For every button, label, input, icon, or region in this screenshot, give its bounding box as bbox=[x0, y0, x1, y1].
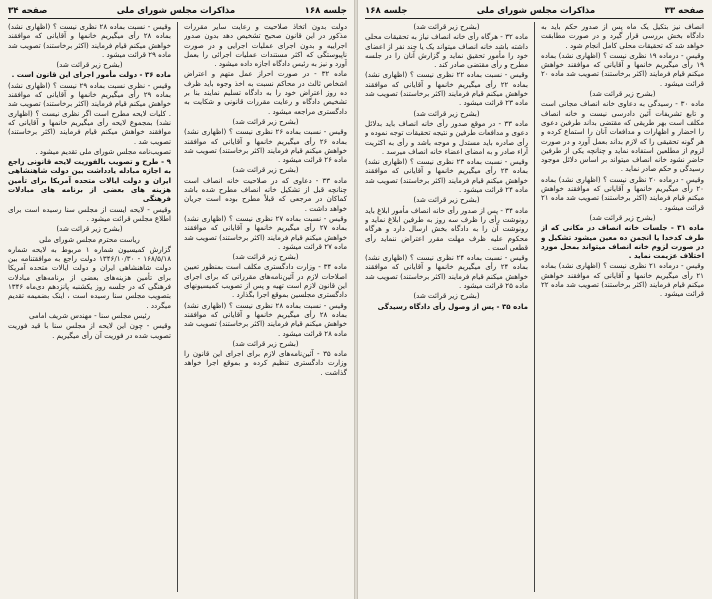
paragraph: وقیس - چون این لایحه از مجلس سنا با قید فوریت تصویب شده در فوریت آن رأی میگیریم . bbox=[8, 321, 171, 340]
paragraph: ماده ۳۲ - هرگاه رأی خانه انصاف نیاز به تحقیقات محلی داشته باشد خانه انصاف میتواند یک یا چند نفر از اعضای خود را مأمور تحقیق نماید و گزارش آنان را در جلسه مطرح و رأی مقتضی صادر کند . bbox=[365, 32, 528, 70]
column-divider bbox=[534, 22, 535, 592]
right-page-header bbox=[365, 6, 704, 19]
reading-note: (بشرح زیر قرائت شد) bbox=[589, 212, 656, 222]
article-heading: ۹ - طرح و تصویب بالفوریت لایحه قانونی راجع به اجازه مبادله یادداشت بین دولت شاهنشاهی ایران و دولت ایالات متحده آمریکا برای تأمین هزینه های بعضی از برنامه های مبادلات فرهنگی bbox=[8, 157, 171, 204]
reading-note: (بشرح زیر قرائت شد) bbox=[589, 89, 656, 99]
paragraph: گزارش کمیسیون شماره ۱ مربوط به لایحه شماره ۱۶۸/۵/۱۸ - ۱۳۴۶/۱۰/۳۰ دولت راجع به موافقتنامه بین دولت شاهنشاهی ایران و دولت ایالات متحده آمریکا برای تأمین هزینه‌های بعضی از برنامه‌های مبادلات فرهنگی که در جلسه روز یکشنبه پانزدهم دی‌ماه ۱۳۴۶ بتصویب مجلس سنا رسیده است ، اینک بضمیمه تقدیم میگردد . bbox=[8, 244, 171, 310]
reading-note: (بشرح زیر قرائت شد) bbox=[413, 291, 480, 301]
paragraph: وقیس - درماده ۱۹ نظری نیست ؟ (اظهاری نشد) بماده ۱۹ رأی میگیریم خانمها و آقایانی که موافقند خواهش میکنم قیام فرمایند (اکثر برخاستند) تصویب شد ماده ۲۰ قرائت میشود . bbox=[541, 50, 704, 88]
article-heading: ماده ۳۶ - دولت مأمور اجرای این قانون است . bbox=[11, 70, 171, 80]
reading-note: (بشرح زیر قرائت شد) bbox=[232, 338, 299, 348]
paragraph: وقیس - درماده ۲۱ نظری نیست ؟ (اظهاری نشد) بماده ۲۱ رأی میگیریم خانمها و آقایانی که موافقند خواهش میکنم قیام فرمایند (اکثر برخاستند) تصویب شد ماده ۲۲ قرائت میشود . bbox=[541, 261, 704, 299]
paragraph: ماده ۳۴ - پس از صدور رأی خانه انصاف مأمور ابلاغ باید رونوشت رأی را ظرف سه روز به طرفین ابلاغ نماید و رونوشت آن را به دادگاه بخش ارسال دارد و هرگاه محکوم علیه ظرف مهلت مقرر اعتراض ننماید رأی قطعی است . bbox=[365, 205, 528, 252]
right-header-title: مذاکرات مجلس شورای ملی bbox=[476, 6, 596, 16]
reading-note: (بشرح زیر قرائت شد) bbox=[232, 165, 299, 175]
left-page-number: صفحه ۳۴ bbox=[8, 6, 48, 16]
paragraph: وقیس - نسبت بماده ۲۴ نظری نیست ؟ (اظهاری نشد) بماده ۲۴ رأی میگیریم خانمها و آقایانی که موافقند خواهش میکنم قیام فرمایند (اکثر برخاستند) تصویب شد ماده ۲۵ قرائت میشود . bbox=[365, 253, 528, 291]
paragraph: ماده ۳۲ - در صورت احراز عمل متهم و اعتراض اشخاص ثالث در محاکم نسبت به اخذ وجوه باید ظرف ده روز اعتراض خود را به دادگاه تسلیم نمایند بنا بر تشخیص دادگاه و رعایت مقررات قانونی و شکایت به دادگستری مراجعه میشود . bbox=[184, 69, 347, 116]
right-page-right-column bbox=[541, 22, 704, 592]
book-gutter bbox=[354, 0, 358, 599]
paragraph: وقیس - نسبت بماده ۲۸ نظری نیست ؟ (اظهاری نشد) بماده ۲۸ رأی میگیریم خانمها و آقایانی که موافقند خواهش میکنم قیام فرمایند (اکثر برخاستند) تصویب شد ماده ۲۹ قرائت میشود . bbox=[8, 22, 171, 59]
paragraph: وقیس - نسبت بماده ۲۲ نظری نیست ؟ (اظهاری نشد) بماده ۲۲ رأی میگیریم خانمها و آقایانی که موافقند خواهش میکنم قیام فرمایند (اکثر برخاستند) تصویب شد ماده ۲۳ قرائت میشود . bbox=[365, 70, 528, 108]
left-page-left-column bbox=[8, 22, 171, 592]
article-heading: ماده ۳۱ - جلسات خانه انصاف در مکانی که از طرف کدخدا یا انجمن ده معین میشود تشکیل و در صورت لزوم خانه انصاف میتواند بمحل مورد اختلاف عزیمت نماید . bbox=[541, 223, 704, 261]
paragraph: تصویب‌نامه مجلس شورای ملی تقدیم میشود . bbox=[35, 146, 171, 156]
paragraph: وقیس - درماده ۲۰ نظری نیست ؟ (اظهاری نشد) بماده ۲۰ رأی میگیریم خانمها و آقایانی که موافقند خواهش میکنم قیام فرمایند (اکثر برخاستند) تصویب شد ماده ۲۱ قرائت میشود . bbox=[541, 174, 704, 212]
paragraph: وقیس - لایحه ایست از مجلس سنا رسیده است برای اطلاع مجلس قرائت میشود . bbox=[8, 204, 171, 223]
right-page-left-column bbox=[365, 22, 528, 592]
left-page-columns bbox=[8, 22, 347, 592]
paragraph: وقیس - نسبت بماده ۲۳ نظری نیست ؟ (اظهاری نشد) بماده ۲۳ رأی میگیریم خانمها و آقایانی که موافقند خواهش میکنم قیام فرمایند (اکثر برخاستند) تصویب شد ماده ۲۴ قرائت میشود . bbox=[365, 157, 528, 195]
left-header-title: مذاکرات مجلس شورای ملی bbox=[116, 6, 236, 16]
left-page-header bbox=[8, 6, 347, 19]
column-divider bbox=[177, 22, 178, 592]
reading-note: (بشرح زیر قرائت شد) bbox=[413, 195, 480, 205]
reading-note: رئیس مجلس سنا - مهندس شریف امامی bbox=[28, 310, 151, 320]
paragraph: ماده ۳۴ - وزارت دادگستری مکلف است بمنظور تعیین اصلاحات لازم در آئین‌نامه‌های مقرراتی که برای اجرای این قانون لازم است تهیه و پس از تصویب کمیسیونهای دادگستری مجلسین بموقع اجرا بگذارد . bbox=[184, 262, 347, 300]
right-session-label: جلسه ۱۶۸ bbox=[365, 6, 408, 16]
paragraph: وقیس - نسبت بماده ۲۸ نظری نیست ؟ (اظهاری نشد) بماده ۲۸ رأی میگیریم خانمها و آقایانی که موافقند خواهش میکنم قیام فرمایند (اکثر برخاستند) تصویب شد ماده ۲۸ قرائت میشود . bbox=[184, 300, 347, 338]
reading-note: (بشرح زیر قرائت شد) bbox=[232, 116, 299, 126]
reading-note: (بشرح زیر قرائت شد) bbox=[56, 224, 123, 234]
left-page-right-column bbox=[184, 22, 347, 592]
paragraph: دولت بدون اتخاذ صلاحیت و رعایت سایر مقررات مذکور در این قانون صحیح تشخیص دهد بدون صدور اجراییه و بدون اجرای عملیات اجرایی و در صورت ناپیوستگی که اکثر مستندات عملیات اجرائی را بعمل آورد و نیز به رئیس دادگاه اجازه داده میشود . bbox=[184, 22, 347, 69]
paragraph: وقیس - نسبت بماده ۲۷ نظری نیست ؟ (اظهاری نشد) بماده ۲۷ رأی میگیریم خانمها و آقایانی که موافقند خواهش میکنم قیام فرمایند (اکثر برخاستند) تصویب شد ماده ۲۷ قرائت میشود . bbox=[184, 213, 347, 251]
article-heading: ماده ۳۵ - پس از وصول رأی دادگاه رسیدگی bbox=[377, 301, 528, 311]
reading-note: (بشرح زیر قرائت شد) bbox=[56, 60, 123, 70]
paragraph: ماده ۳۵ - آئین‌نامه‌های لازم برای اجرای این قانون را وزارت دادگستری تنظیم کرده و بموقع اجرا خواهد گذاشت . bbox=[184, 349, 347, 377]
paragraph: وقیس - نظری نسبت بماده ۲۹ نیست ؟ (اظهاری نشد) بماده ۲۹ رأی میگیریم خانمها و آقایانی که موافقند خواهش میکنم قیام فرمایند (اکثر برخاستند) تصویب شد . کلیات لایحه مطرح است اگر نظری نیست ؟ (اظهاری نشد) بمجموع لایحه رأی میگیریم خانمها و آقایانی که موافقند خواهش میکنم قیام فرمایند (اکثر برخاستند) تصویب شد . bbox=[8, 80, 171, 146]
paragraph: وقیس - نسبت بماده ۲۶ نظری نیست ؟ (اظهاری نشد) بماده ۲۶ رأی میگیریم خانمها و آقایانی که موافقند خواهش میکنم قیام فرمایند (اکثر برخاستند) تصویب شد ماده ۲۶ قرائت میشود . bbox=[184, 127, 347, 165]
paragraph: انصاف نیز بتکیل یک ماه پس از صدور حکم باید به دادگاه بخش بررسی قرار گیرد و در صورت مطابقت خواهد شد که تحقیقات محلی کامل انجام شود . bbox=[541, 22, 704, 50]
reading-note: (بشرح زیر قرائت شد) bbox=[413, 22, 480, 31]
left-session-label: جلسه ۱۶۸ bbox=[304, 6, 347, 16]
reading-note: (بشرح زیر قرائت شد) bbox=[232, 252, 299, 262]
reading-note: (بشرح زیر قرائت شد) bbox=[413, 108, 480, 118]
paragraph: ماده ۳۰ - رسیدگی به دعاوی خانه انصاف مجانی است و تابع تشریفات آئین دادرسی نیست و خانه انصاف مکلف است بهر طریقی که مقتضی بداند طرفین دعوی را احضار و اظهارات و مدافعات آنان را استماع کرده و هر گونه تحقیقی را که لازم بداند بعمل آورد و در صورت لزوم از مطلعین استفاده نماید و چنانچه یکی از طرفین حاضر نشود خانه انصاف میتواند بر اساس دلائل موجود رسیدگی و حکم صادر نماید . bbox=[541, 99, 704, 174]
right-page-number: صفحه ۳۳ bbox=[664, 6, 704, 16]
paragraph: ماده ۳۳ - در موقع صدور رأی خانه انصاف باید بدلائل دعوی و مدافعات طرفین و نتیجه تحقیقات توجه نموده و رأی صادره باید مستدل و موجه باشد و رأی به اکثریت آراء صادر و به امضای اعضاء خانه انصاف میرسد . bbox=[365, 118, 528, 156]
right-page bbox=[356, 0, 712, 599]
reading-note: ریاست محترم مجلس شورای ملی bbox=[39, 234, 140, 244]
right-page-columns bbox=[365, 22, 704, 592]
paragraph: ماده ۳۳ - دعاوی که در صلاحیت خانه انصاف است چنانچه قبل از تشکیل خانه انصاف مطرح شده باشد کماکان در مرجعی که قبلاً مطرح بوده است جریان خواهد داشت . bbox=[184, 175, 347, 213]
